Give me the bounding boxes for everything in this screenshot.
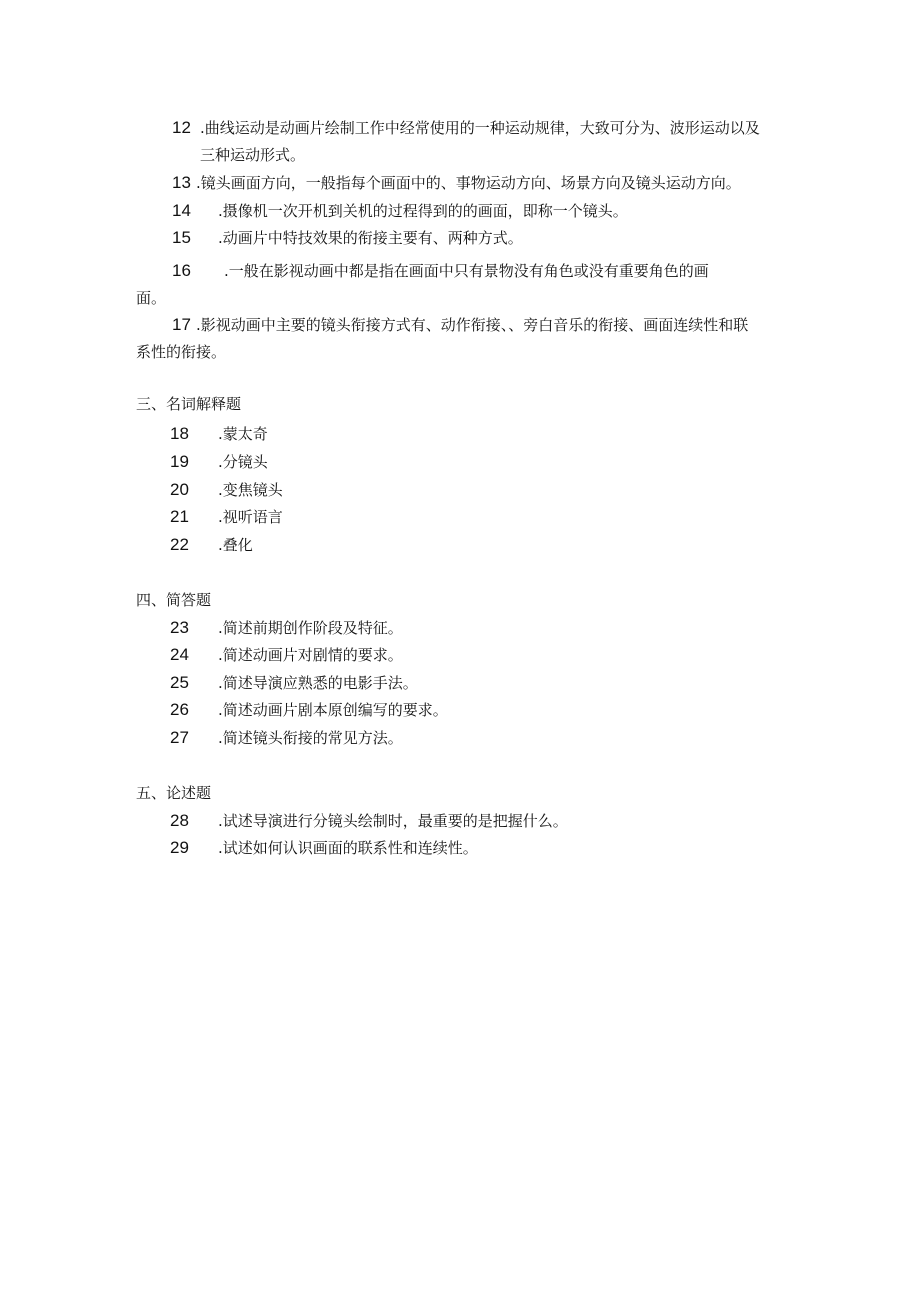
question-number: 24	[170, 645, 189, 664]
section-heading: 四、简答题	[136, 591, 212, 609]
question-text: .视听语言	[218, 508, 283, 526]
question-text-cont: 系性的衔接。	[136, 343, 227, 361]
question-text: .蒙太奇	[218, 425, 268, 443]
question-text: .简述前期创作阶段及特征。	[218, 619, 403, 637]
question-number: 22	[170, 535, 189, 554]
question-number: 18	[170, 424, 189, 443]
question-number: 25	[170, 673, 189, 692]
question-text: .摄像机一次开机到关机的过程得到的的画面，即称一个镜头。	[218, 202, 628, 220]
question-number: 21	[170, 507, 189, 526]
question-number: 23	[170, 618, 189, 637]
question-number: 12	[172, 118, 191, 137]
question-text: .试述如何认识画面的联系性和连续性。	[218, 839, 478, 857]
question-number: 17	[172, 315, 191, 334]
question-text-cont: 三种运动形式。	[200, 146, 306, 164]
question-number: 13	[172, 173, 191, 192]
question-text-cont: 面。	[136, 289, 167, 307]
section-heading: 五、论述题	[136, 784, 212, 802]
question-number: 29	[170, 838, 189, 857]
question-number: 19	[170, 452, 189, 471]
question-text: .试述导演进行分镜头绘制时，最重要的是把握什么。	[218, 812, 568, 830]
question-text: .简述动画片对剧情的要求。	[218, 646, 403, 664]
question-number: 27	[170, 728, 189, 747]
question-text: .曲线运动是动画片绘制工作中经常使用的一种运动规律，大致可分为、波形运动以及	[200, 119, 760, 137]
section-heading: 三、名词解释题	[136, 395, 242, 413]
question-text: .一般在影视动画中都是指在画面中只有景物没有角色或没有重要角色的画	[224, 262, 709, 280]
question-number: 26	[170, 700, 189, 719]
question-number: 14	[172, 201, 191, 220]
question-text: .简述动画片剧本原创编写的要求。	[218, 701, 448, 719]
question-number: 15	[172, 228, 191, 247]
question-text: .简述镜头衔接的常见方法。	[218, 729, 403, 747]
question-text: .变焦镜头	[218, 481, 283, 499]
question-text: .分镜头	[218, 453, 268, 471]
question-number: 16	[172, 261, 191, 280]
question-text: .镜头画面方向，一般指每个画面中的、事物运动方向、场景方向及镜头运动方向。	[196, 174, 741, 192]
question-text: .简述导演应熟悉的电影手法。	[218, 674, 418, 692]
question-number: 20	[170, 480, 189, 499]
question-text: .影视动画中主要的镜头衔接方式有、动作衔接、、旁白音乐的衔接、画面连续性和联	[196, 316, 749, 334]
question-text: .叠化	[218, 536, 253, 554]
question-text: .动画片中特技效果的衔接主要有、两种方式。	[218, 229, 523, 247]
question-number: 28	[170, 811, 189, 830]
